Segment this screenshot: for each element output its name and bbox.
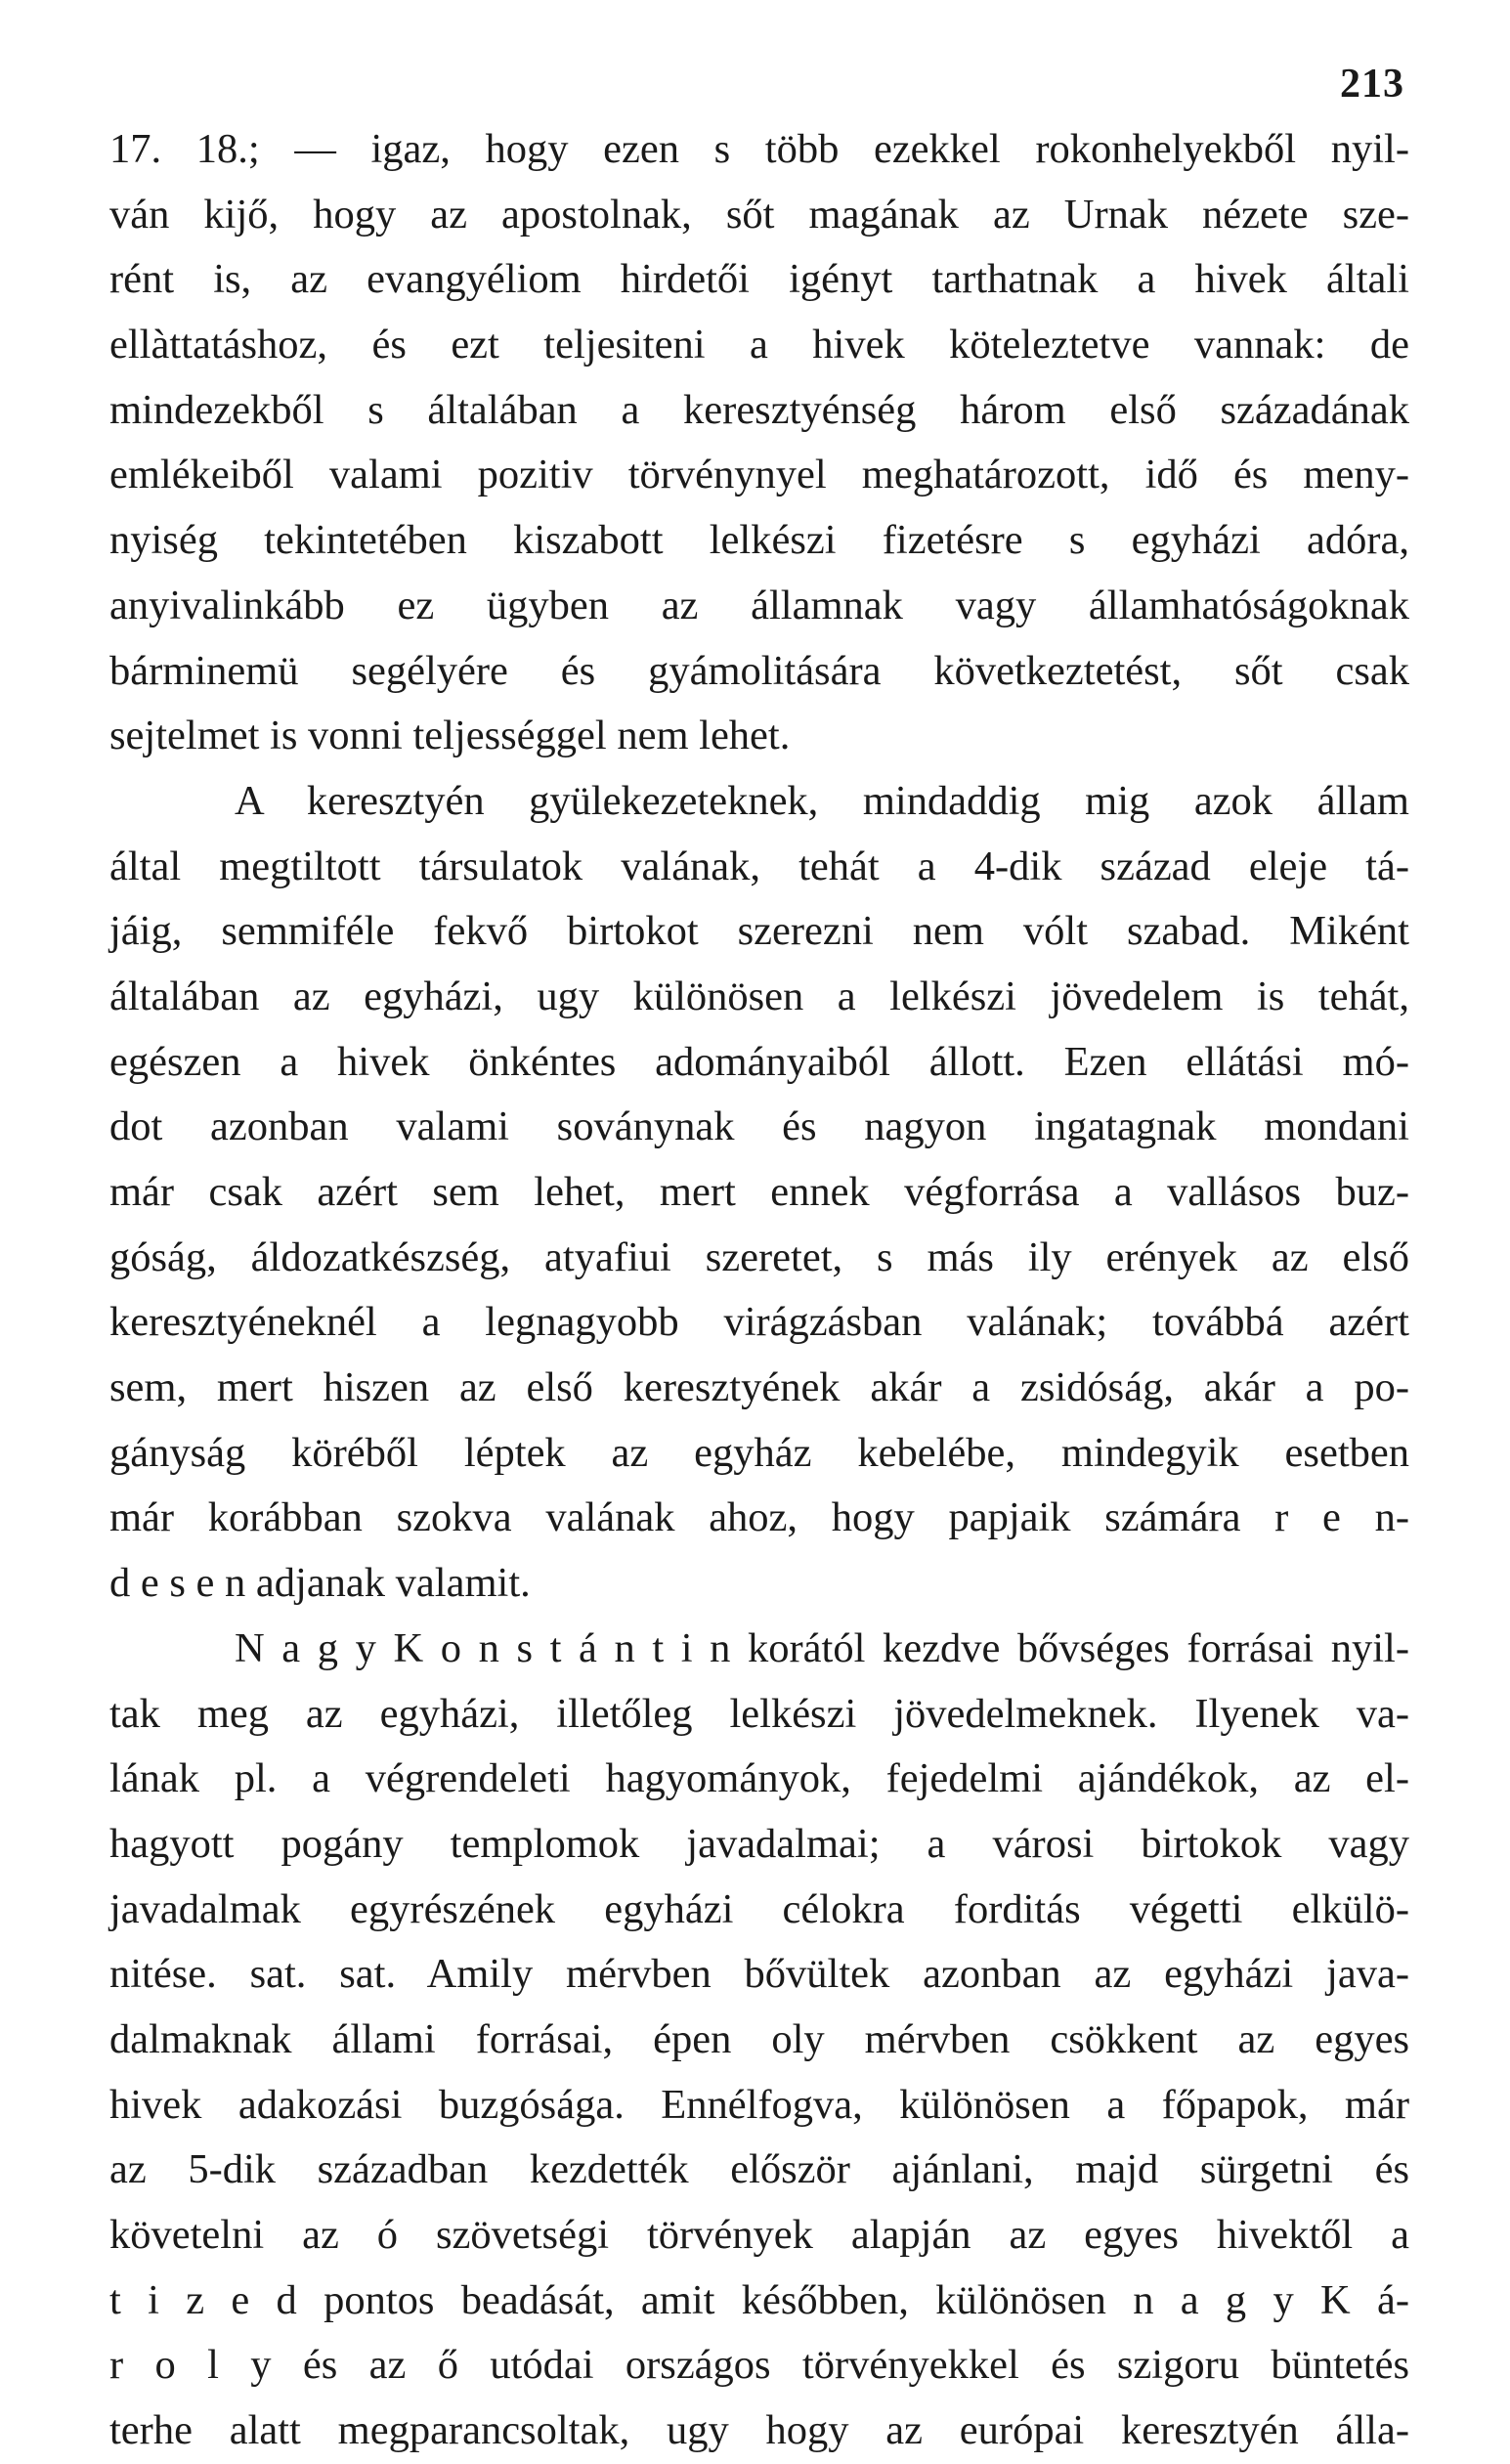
text-line: rént is, az evangyéliom hirdetői igényt tarthatnak a hivek általi <box>109 256 1409 303</box>
text-line: t i z e d pontos beadását, amit későbben, különösen n a g y K á- <box>109 2276 1409 2323</box>
body-text <box>109 117 1409 2464</box>
page-number: 213 <box>1340 62 1404 107</box>
text-line: jáig, semmiféle fekvő birtokot szerezni nem vólt szabad. Miként <box>109 908 1409 955</box>
text-line: nitése. sat. sat. Amily mérvben bővültek azonban az egyházi java- <box>109 1951 1409 1998</box>
text-line: N a g y K o n s t á n t i n korától kezdve bővséges forrásai nyil- <box>235 1624 1409 1671</box>
text-line: javadalmak egyrészének egyházi célokra forditás végetti elkülö- <box>109 1885 1409 1932</box>
text-line: az 5-dik században kezdették először ajánlani, majd sürgetni és <box>109 2146 1409 2193</box>
text-line: gányság köréből léptek az egyház kebelébe, mindegyik esetben <box>109 1429 1409 1476</box>
text-line: már korábban szokva valának ahoz, hogy papjaik számára r e n- <box>109 1494 1409 1541</box>
text-line: ellàttatáshoz, és ezt teljesiteni a hivek köteleztetve vannak: de <box>109 322 1409 368</box>
text-line: r o l y és az ő utódai országos törvényekkel és szigoru büntetés <box>109 2342 1409 2389</box>
text-line: dalmaknak állami forrásai, épen oly mérvben csökkent az egyes <box>109 2015 1409 2062</box>
text-line: terhe alatt megparancsoltak, ugy hogy az európai keresztyén álla- <box>109 2407 1409 2454</box>
text-line: által megtiltott társulatok valának, tehát a 4-dik század eleje tá- <box>109 843 1409 889</box>
text-line: mindezekből s általában a keresztyénség három első századának <box>109 386 1409 433</box>
text-line: bárminemü segélyére és gyámolitására következtetést, sőt csak <box>109 647 1409 694</box>
text-line: nyiség tekintetében kiszabott lelkészi fizetésre s egyházi adóra, <box>109 517 1409 564</box>
text-line: keresztyéneknél a legnagyobb virágzásban valának; továbbá azért <box>109 1299 1409 1346</box>
text-line: sejtelmet is vonni teljességgel nem lehet. <box>109 713 791 759</box>
text-line: hagyott pogány templomok javadalmai; a városi birtokok vagy <box>109 1820 1409 1867</box>
text-line: már csak azért sem lehet, mert ennek végforrása a vallásos buz- <box>109 1169 1409 1215</box>
text-line: egészen a hivek önkéntes adományaiból állott. Ezen ellátási mó- <box>109 1038 1409 1085</box>
text-line: d e s e n adjanak valamit. <box>109 1560 531 1607</box>
text-line: lának pl. a végrendeleti hagyományok, fejedelmi ajándékok, az el- <box>109 1755 1409 1802</box>
text-line: dot azonban valami soványnak és nagyon ingatagnak mondani <box>109 1103 1409 1150</box>
text-line: góság, áldozatkészség, atyafiui szeretet, s más ily erények az első <box>109 1233 1409 1280</box>
text-line: sem, mert hiszen az első keresztyének akár a zsidóság, akár a po- <box>109 1364 1409 1411</box>
text-line: 17. 18.; — igaz, hogy ezen s több ezekkel rokonhelyekből nyil- <box>109 126 1409 172</box>
text-line: emlékeiből valami pozitiv törvénynyel meghatározott, idő és meny- <box>109 452 1409 498</box>
text-line: tak meg az egyházi, illetőleg lelkészi jövedelmeknek. Ilyenek va- <box>109 1690 1409 1737</box>
text-line: hivek adakozási buzgósága. Ennélfogva, különösen a főpapok, már <box>109 2081 1409 2128</box>
text-line: általában az egyházi, ugy különösen a lelkészi jövedelem is tehát, <box>109 973 1409 1019</box>
text-line: A keresztyén gyülekezeteknek, mindaddig mig azok állam <box>235 777 1409 824</box>
text-line: anyivalinkább ez ügyben az államnak vagy államhatóságoknak <box>109 582 1409 628</box>
text-line: ván kijő, hogy az apostolnak, sőt magának az Urnak nézete sze- <box>109 191 1409 238</box>
text-line: követelni az ó szövetségi törvények alapján az egyes hivektől a <box>109 2212 1409 2258</box>
